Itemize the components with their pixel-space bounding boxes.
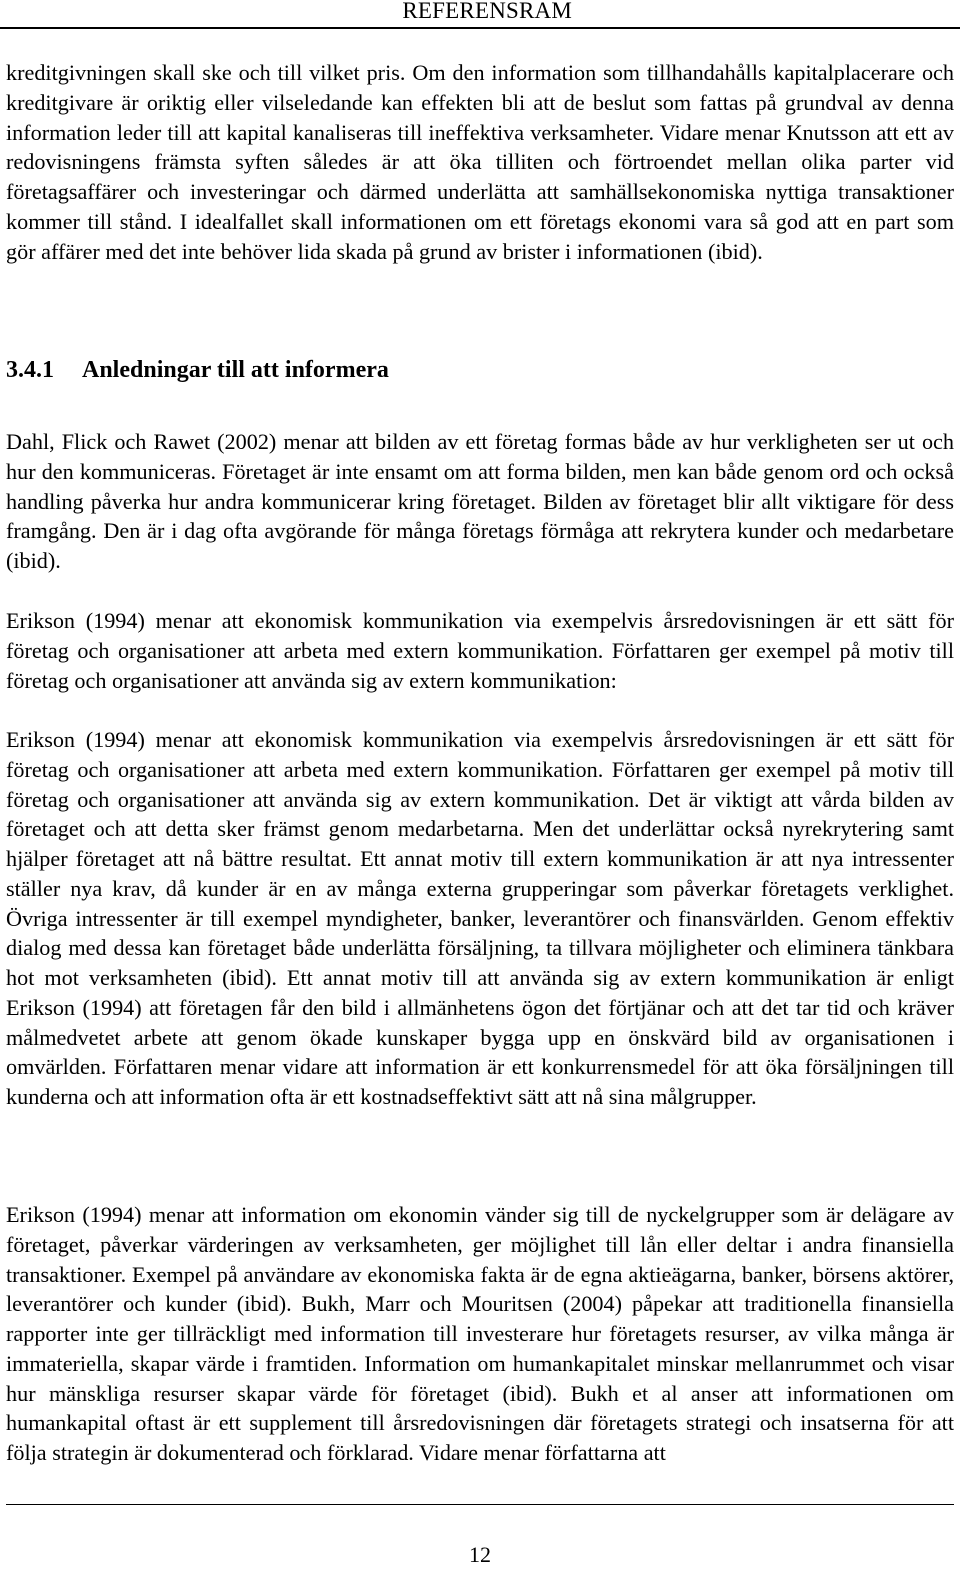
header-rule — [0, 27, 960, 29]
paragraph-knutsson: kreditgivningen skall ske och till vilket pris. Om den information som tillhandahålls kapitalplacerare och kreditgivare är oriktig eller vilseledande kan effekten bli att de beslut som fattas på grundval av denna information leder till att kapital kanaliseras till ineffektiva verksamheter. Vidare menar Knutsson att ett av redovisningens främsta syften således är att öka tilliten och förtroendet mellan olika parter vid företagsaffärer och investeringar och därmed underlätta att samhällsekonomiska nyttiga transaktioner kommer till stånd. I idealfallet skall informationen om ett företags ekonomi vara så god att en part som gör affärer med det inte behöver lida skada på grund av brister i informationen (ibid). — [6, 60, 954, 264]
section-number: 3.4.1 — [6, 357, 54, 383]
paragraph-dahl: Dahl, Flick och Rawet (2002) menar att bilden av ett företag formas både av hur verkligheten ser ut och hur den kommuniceras. Företaget är inte ensamt om att forma bilden, men kan både genom ord och också handling påverka hur andra kommunicerar kring företaget. Bilden av företaget blir allt viktigare för dess framgång. Den är i dag ofta avgörande för många företags förmåga att rekrytera kunder och medarbetare (ibid). — [6, 429, 954, 573]
page-header — [0, 0, 960, 28]
paragraph-erikson-keygroups: Erikson (1994) menar att information om ekonomin vänder sig till de nyckelgrupper som är delägare av företaget, påverkar värderingen av verksamheten, ger möjlighet till lån eller deltar i andra finansiella transaktioner. Exempel på användare av ekonomiska fakta är de egna aktieägarna, banker, börsens aktörer, leverantörer och kunder (ibid). Bukh, Marr och Mouritsen (2004) påpekar att traditionella finansiella rapporter inte ger tillräckligt med information till investerare hur företagets resurser, av vilka många är immateriella, skapar värde i framtiden. Information om humankapitalet minskar mellanrummet och visar hur mänskliga resurser skapar värde för företaget (ibid). Bukh et al anser att informationen om humankapital oftast är ett supplement till årsredovisningen där företagets strategi och insatserna för att följa strategin är dokumenterad och förklarad. Vidare menar författarna att — [6, 1202, 954, 1465]
paragraph-erikson-motives: Erikson (1994) menar att ekonomisk kommunikation via exempelvis årsredovisningen är ett sätt för företag och organisationer att arbeta med extern kommunikation. Författaren ger exempel på motiv till företag och organisationer att använda sig av extern kommunikation. Det är viktigt att vårda bilden av företaget och att detta sker främst genom medarbetarna. Men det underlättar också nyrekrytering samt hjälper företaget att nå bättre resultat. Ett annat motiv till extern kommunikation är att nya intressenter ställer nya krav, då kunder är en av många externa grupperingar som påverkar företagets verklighet. Övriga intressenter är till exempel myndigheter, banker, leverantörer och finansvärlden. Genom effektiv dialog med dessa kan företaget både underlätta försäljning, ta tillvara möjligheter och eliminera tänkbara hot mot verksamheten (ibid). Ett annat motiv till att använda sig av extern kommunikation är enligt Erikson (1994) att företagen får den bild i allmänhetens ögon det förtjänar och att det tar tid och kräver målmedvetet arbete att genom ökade kunskaper bygga upp en önskvärd bild av organisationen i omvärlden. Författaren menar vidare att information är ett konkurrensmedel för att öka försäljningen till kunderna och att information ofta är ett kostnadseffektivt sätt att nå sina målgrupper. — [6, 727, 954, 1109]
section-title: Anledningar till att informera — [82, 357, 389, 383]
page-number: 12 — [469, 1542, 491, 1567]
running-head: REFERENSRAM — [402, 0, 572, 23]
section-heading — [6, 354, 389, 386]
footer-rule — [6, 1504, 954, 1505]
paragraph-erikson-intro: Erikson (1994) menar att ekonomisk kommunikation via exempelvis årsredovisningen är ett sätt för företag och organisationer att arbeta med extern kommunikation. Författaren ger exempel på motiv till företag och organisationer att använda sig av extern kommunikation: — [6, 608, 954, 693]
